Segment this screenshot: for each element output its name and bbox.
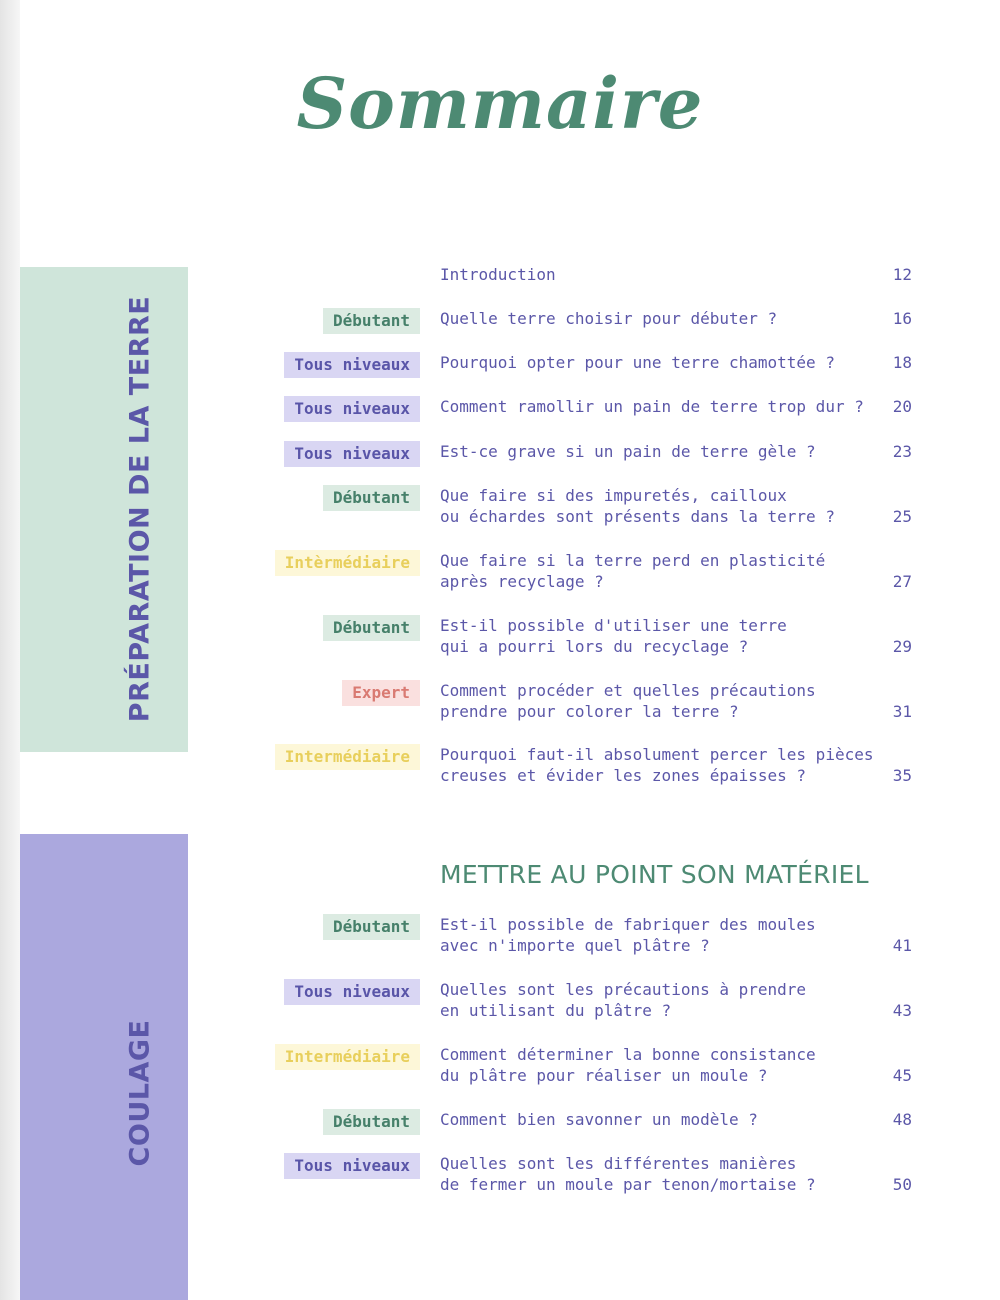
- section-band-preparation: [20, 267, 188, 752]
- level-badge: Intermédiaire: [275, 744, 420, 770]
- entry-title-line: Que faire si la terre perd en plasticité: [440, 551, 826, 570]
- level-badge: Tous niveaux: [284, 352, 420, 378]
- page-spine-shadow: [0, 0, 20, 1300]
- page-number: 35: [892, 766, 912, 785]
- entry-title-line: Pourquoi faut-il absolument percer les pièces: [440, 745, 874, 764]
- entry-title-line: après recyclage ?: [440, 572, 604, 591]
- entry-title: [440, 441, 870, 462]
- section-label-coulage: COULAGE: [124, 1019, 156, 1167]
- entry-title: [440, 352, 870, 373]
- entry-title-line: Est-il possible d'utiliser une terre: [440, 616, 787, 635]
- level-badge: Débutant: [323, 1109, 420, 1135]
- entry-title: [440, 744, 874, 786]
- level-badge: Intèrmédiaire: [275, 550, 420, 576]
- entry-title-line: creuses et évider les zones épaisses ?: [440, 766, 807, 785]
- page-number: 25: [892, 507, 912, 526]
- level-badge: Débutant: [323, 485, 420, 511]
- level-badge: Débutant: [323, 914, 420, 940]
- page-number: 16: [892, 309, 912, 328]
- level-badge: Expert: [342, 680, 420, 706]
- page-number: 18: [892, 353, 912, 372]
- entry-title: [440, 615, 870, 657]
- entry-title-line: Comment déterminer la bonne consistance: [440, 1045, 816, 1064]
- entry-title-line: qui a pourri lors du recyclage ?: [440, 637, 749, 656]
- level-badge: Tous niveaux: [284, 396, 420, 422]
- page-number: 45: [892, 1066, 912, 1085]
- entry-title-line: ou échardes sont présents dans la terre ?: [440, 507, 835, 526]
- entry-title-line: du plâtre pour réaliser un moule ?: [440, 1066, 768, 1085]
- level-badge: Tous niveaux: [284, 1153, 420, 1179]
- entry-title-line: Est-ce grave si un pain de terre gèle ?: [440, 442, 816, 461]
- entry-title-line: Est-il possible de fabriquer des moules: [440, 915, 816, 934]
- entry-title-line: Quelles sont les différentes manières: [440, 1154, 797, 1173]
- entry-title: [440, 550, 870, 592]
- entry-title: [440, 914, 870, 956]
- entry-title: [440, 485, 870, 527]
- entry-title: [440, 1109, 870, 1130]
- page-number: 27: [892, 572, 912, 591]
- entry-title-line: Introduction: [440, 265, 556, 284]
- entry-title-line: Quelles sont les précautions à prendre: [440, 980, 807, 999]
- page-number: 50: [892, 1175, 912, 1194]
- entry-title-line: prendre pour colorer la terre ?: [440, 702, 739, 721]
- level-badge: Tous niveaux: [284, 441, 420, 467]
- entry-title: [440, 979, 870, 1021]
- level-badge: Débutant: [323, 308, 420, 334]
- entry-title: [440, 1044, 870, 1086]
- page-number: 12: [892, 265, 912, 284]
- page-number: 41: [892, 936, 912, 955]
- entry-title-line: Comment procéder et quelles précautions: [440, 681, 816, 700]
- entry-title: [440, 264, 870, 285]
- entry-title-line: Comment ramollir un pain de terre trop dur ?: [440, 397, 864, 416]
- page-number: 48: [892, 1110, 912, 1129]
- entry-title-line: Quelle terre choisir pour débuter ?: [440, 309, 778, 328]
- page-number: 31: [892, 702, 912, 721]
- page-number: 43: [892, 1001, 912, 1020]
- entry-title: [440, 1153, 870, 1195]
- level-badge: Intermédiaire: [275, 1044, 420, 1070]
- level-badge: Tous niveaux: [284, 979, 420, 1005]
- page-title: Sommaire: [296, 62, 704, 145]
- entry-title: [440, 396, 870, 417]
- page-number: 23: [892, 442, 912, 461]
- section-label-preparation: PRÉPARATION DE LA TERRE: [124, 295, 156, 723]
- page-number: 29: [892, 637, 912, 656]
- entry-title-line: en utilisant du plâtre ?: [440, 1001, 672, 1020]
- page-number: 20: [892, 397, 912, 416]
- level-badge: Débutant: [323, 615, 420, 641]
- entry-title-line: Pourquoi opter pour une terre chamottée ?: [440, 353, 835, 372]
- entry-title-line: Que faire si des impuretés, cailloux: [440, 486, 787, 505]
- entry-title: [440, 308, 870, 329]
- entry-title-line: Comment bien savonner un modèle ?: [440, 1110, 758, 1129]
- section-heading: METTRE AU POINT SON MATÉRIEL: [440, 860, 869, 889]
- entry-title: [440, 680, 870, 722]
- section-band-coulage: [20, 834, 188, 1300]
- entry-title-line: de fermer un moule par tenon/mortaise ?: [440, 1175, 816, 1194]
- entry-title-line: avec n'importe quel plâtre ?: [440, 936, 710, 955]
